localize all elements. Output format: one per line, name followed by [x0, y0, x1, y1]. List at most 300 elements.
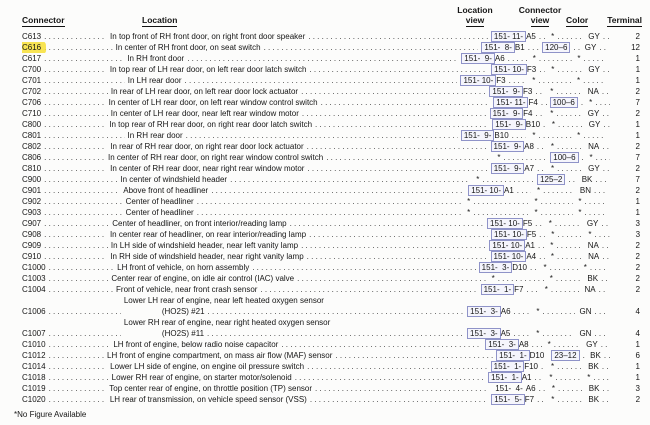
- table-row: [22, 196, 642, 207]
- table-row: [22, 218, 642, 229]
- terminal-cell: [607, 53, 642, 64]
- terminal-count: 2: [635, 109, 640, 118]
- connector-id: C1000: [22, 263, 46, 272]
- no-figure-asterisk: *: [544, 285, 548, 294]
- location-view-cell: [467, 306, 533, 317]
- connector-view-cell: [548, 141, 586, 152]
- connector-cell: [22, 240, 111, 251]
- terminal-cell: [607, 130, 642, 141]
- terminal-cell: [614, 350, 642, 361]
- dot-leader: [557, 163, 583, 174]
- grid-reference: F10: [524, 362, 538, 371]
- no-figure-asterisk: *: [467, 208, 471, 217]
- location-text: In center of LH rear door, near left rear window motor: [110, 109, 299, 118]
- connector-view-link[interactable]: 100–6: [550, 152, 578, 163]
- connector-id: C1006: [22, 307, 46, 316]
- dot-leader: [321, 97, 491, 108]
- terminal-cell: [612, 218, 642, 229]
- table-row: [22, 284, 642, 295]
- connector-id: C1014: [22, 362, 46, 371]
- dot-leader: [44, 97, 106, 108]
- location-view-link[interactable]: 151- 10-: [489, 240, 525, 251]
- terminal-cell: [611, 42, 642, 53]
- terminal-cell: [612, 273, 642, 284]
- terminal-count: 2: [635, 285, 641, 294]
- dot-leader: [335, 350, 493, 361]
- terminal-count: 3: [635, 230, 641, 239]
- dot-leader: [197, 207, 461, 218]
- location-view-link[interactable]: 151- 10-: [460, 75, 496, 86]
- dot-leader: [527, 284, 539, 295]
- dot-leader: [302, 108, 487, 119]
- terminal-cell: [611, 284, 642, 295]
- dot-leader: [508, 53, 527, 64]
- dot-leader: [583, 53, 603, 64]
- dot-leader: [44, 163, 107, 174]
- header-connector-view: [514, 6, 566, 27]
- connector-cell: [22, 262, 117, 273]
- dot-leader: [554, 339, 581, 350]
- no-figure-asterisk: *: [550, 362, 555, 371]
- location-text: In RH rear door: [127, 131, 183, 140]
- terminal-cell: [610, 262, 642, 273]
- grid-reference: A4: [526, 252, 537, 261]
- table-row: [22, 64, 642, 75]
- connector-cell: [22, 306, 124, 317]
- wire-color-code: NA: [584, 285, 596, 294]
- dot-leader: [583, 130, 604, 141]
- dot-leader: [44, 174, 117, 185]
- location-view-cell: [488, 372, 546, 383]
- terminal-count: 1: [635, 65, 641, 74]
- no-figure-asterisk: *: [550, 164, 555, 173]
- dot-leader: [555, 218, 582, 229]
- wire-color-code: GY: [588, 32, 600, 41]
- location-view-link[interactable]: 151- 3-: [467, 328, 501, 339]
- grid-reference: A1: [503, 186, 514, 195]
- location-view-link[interactable]: 151- 9-: [489, 86, 523, 97]
- terminal-count: 2: [635, 263, 641, 272]
- connector-view-cell: [551, 350, 588, 361]
- table-row: [22, 53, 642, 64]
- wire-color-code: GY: [586, 340, 598, 349]
- color-cell: [580, 174, 610, 185]
- dot-leader: [543, 119, 546, 130]
- dot-leader: [557, 31, 583, 42]
- location-cell: [110, 229, 491, 240]
- location-view-link[interactable]: 151- 8-: [481, 42, 515, 53]
- connector-view-cell: [530, 53, 576, 64]
- location-cell: [110, 361, 490, 372]
- wire-color-code: BK: [590, 351, 601, 360]
- no-figure-asterisk: *: [549, 274, 553, 283]
- no-figure-asterisk: *: [551, 120, 556, 129]
- terminal-cell: [608, 185, 642, 196]
- dot-leader: [315, 383, 489, 394]
- location-view-cell: [491, 361, 548, 372]
- terminal-cell: [612, 240, 642, 251]
- table-row: [22, 262, 642, 273]
- dot-leader: [49, 383, 107, 394]
- grid-reference: B10: [525, 120, 541, 129]
- footnote: *No Figure Available: [14, 410, 87, 419]
- connector-cell: [22, 229, 110, 240]
- no-figure-asterisk: *: [532, 54, 536, 63]
- wire-color-code: BN: [579, 186, 591, 195]
- table-row: [22, 394, 642, 405]
- connector-cell: [22, 163, 110, 174]
- dot-leader: [44, 31, 107, 42]
- location-view-link[interactable]: 151- 1-: [481, 284, 515, 295]
- location-view-cell: [489, 240, 547, 251]
- dot-leader: [301, 86, 486, 97]
- terminal-count: 1: [635, 373, 640, 382]
- grid-reference: F7: [524, 395, 535, 404]
- terminal-cell: [612, 372, 642, 383]
- connector-id: C1019: [22, 384, 46, 393]
- location-view-cell: [460, 75, 529, 86]
- connector-view-link[interactable]: 120–6: [542, 42, 570, 53]
- connector-id: C802: [22, 142, 42, 151]
- location-view-link[interactable]: 151- 11-: [491, 31, 526, 42]
- terminal-cell: [613, 152, 642, 163]
- no-figure-asterisk: *: [543, 263, 547, 272]
- location-view-link[interactable]: 151- 9-: [461, 53, 495, 64]
- location-view-link[interactable]: 151- 10-: [487, 218, 523, 229]
- wire-color-code: GN: [579, 329, 592, 338]
- connector-id: C1004: [22, 285, 46, 294]
- dot-leader: [301, 240, 486, 251]
- connector-id: C1018: [22, 373, 46, 382]
- dot-leader: [602, 361, 610, 372]
- location-text: In RH side of windshield header, near right vanity lamp: [110, 252, 304, 261]
- dot-leader: [230, 174, 470, 185]
- terminal-cell: [613, 163, 642, 174]
- grid-reference: A6: [500, 307, 511, 316]
- wire-color-code: BK: [581, 175, 593, 184]
- location-cell: [117, 262, 479, 273]
- connector-view-cell: [537, 174, 580, 185]
- connector-view-cell: [548, 394, 586, 405]
- location-view-link[interactable]: 151- 3-: [485, 339, 519, 350]
- location-text: In center of RH rear door, near right rear window motor: [110, 164, 305, 173]
- location-view-cell: [464, 207, 531, 218]
- dot-leader: [49, 350, 104, 361]
- wire-color-code: *: [578, 208, 582, 217]
- location-text: Center of headliner: [125, 208, 194, 217]
- connector-id: C910: [22, 252, 42, 261]
- dot-leader: [602, 240, 610, 251]
- terminal-cell: [613, 141, 642, 152]
- table-row: [22, 130, 642, 141]
- location-view-link[interactable]: 151- 9-: [491, 163, 525, 174]
- color-cell: [587, 119, 613, 130]
- location-cell: [112, 218, 487, 229]
- color-cell: [586, 86, 613, 97]
- dot-leader: [602, 86, 610, 97]
- dot-leader: [551, 284, 580, 295]
- dot-leader: [49, 262, 115, 273]
- terminal-count: 7: [635, 98, 640, 107]
- terminal-count: 2: [635, 142, 640, 151]
- color-cell: [588, 152, 614, 163]
- wire-color-code: BK: [587, 274, 599, 283]
- no-figure-asterisk: *: [550, 87, 554, 96]
- terminal-cell: [613, 119, 642, 130]
- location-cell: [123, 185, 468, 196]
- no-figure-asterisk: *: [549, 373, 553, 382]
- location-cell: [128, 130, 461, 141]
- dot-leader: [539, 383, 546, 394]
- dot-leader: [49, 306, 121, 317]
- dot-leader: [594, 229, 609, 240]
- location-text: In rear of LH rear door, on left rear door lock actuator: [110, 87, 299, 96]
- connector-id: C800: [22, 120, 42, 129]
- terminal-cell: [613, 394, 642, 405]
- wire-color-code: GY: [588, 65, 600, 74]
- connector-cell: [22, 130, 128, 141]
- location-view-link[interactable]: 151- 9-: [461, 130, 495, 141]
- dot-leader: [514, 306, 531, 317]
- dot-leader: [473, 196, 528, 207]
- connector-id: C902: [22, 197, 42, 206]
- dot-leader: [49, 361, 108, 372]
- connector-cell: [22, 53, 127, 64]
- location-text: LH front of engine, below radio noise capacitor: [113, 340, 279, 349]
- connector-cell: [22, 185, 123, 196]
- dot-leader: [602, 251, 609, 262]
- connector-view-cell: [542, 284, 583, 295]
- terminal-cell: [607, 75, 642, 86]
- location-view-link[interactable]: 151- 1-: [491, 361, 525, 372]
- no-figure-asterisk: *: [550, 252, 555, 261]
- location-view-link[interactable]: 151- 1-: [496, 350, 530, 361]
- terminal-count: 7: [635, 153, 640, 162]
- color-cell: [584, 339, 611, 350]
- connector-view-cell: [548, 229, 586, 240]
- connector-cell: [22, 108, 111, 119]
- connector-view-link[interactable]: 100–6: [550, 97, 578, 108]
- no-figure-asterisk: *: [547, 340, 551, 349]
- table-row: [22, 86, 642, 97]
- wire-color-code: *: [587, 373, 591, 382]
- location-view-link[interactable]: 151- 9-: [491, 141, 525, 152]
- location-view-cell: [492, 119, 549, 130]
- terminal-cell: [609, 174, 642, 185]
- dot-leader: [295, 372, 485, 383]
- terminal-count: 2: [635, 395, 641, 404]
- dot-leader: [44, 152, 105, 163]
- terminal-count: 2: [635, 241, 640, 250]
- connector-id: C1003: [22, 274, 46, 283]
- location-cell: [110, 141, 490, 152]
- dot-leader: [264, 42, 479, 53]
- terminal-cell: [613, 229, 642, 240]
- location-cell: [110, 31, 491, 42]
- location-text: In rear of RH rear door, on right rear door lock actuator: [110, 142, 304, 151]
- dot-leader: [535, 218, 543, 229]
- no-figure-asterisk: *: [551, 65, 555, 74]
- dot-leader: [541, 196, 574, 207]
- location-text: LH front of vehicle, on horn assembly: [117, 263, 250, 272]
- dot-leader: [556, 108, 582, 119]
- dot-leader: [308, 31, 488, 42]
- connector-cell: [22, 86, 111, 97]
- location-view-link[interactable]: 151- 9-: [492, 119, 526, 130]
- connector-id: C908: [22, 230, 42, 239]
- connector-view-link[interactable]: 125–2: [537, 174, 565, 185]
- connector-id: C909: [22, 241, 42, 250]
- terminal-count: 3: [635, 219, 640, 228]
- location-text: In top front of RH front door, on right front door speaker: [110, 32, 306, 41]
- dot-leader: [517, 185, 531, 196]
- dot-leader: [44, 119, 106, 130]
- no-figure-asterisk: *: [534, 208, 538, 217]
- dot-leader: [538, 240, 544, 251]
- connector-view-link[interactable]: 23–12: [551, 350, 579, 361]
- location-view-link[interactable]: 151- 3-: [467, 306, 501, 317]
- no-figure-asterisk: *: [536, 307, 540, 316]
- location-text: Lower RH rear of engine, near right heated oxygen sensor: [123, 318, 331, 327]
- location-view-link[interactable]: 151- 10-: [491, 64, 527, 75]
- wire-color-code: GY: [588, 164, 600, 173]
- header-location-label: Location: [142, 16, 177, 28]
- terminal-cell: [613, 251, 642, 262]
- grid-reference: A1: [525, 241, 535, 250]
- location-view-link[interactable]: 151- 3-: [479, 262, 513, 273]
- header-location-view-line2: view: [466, 16, 484, 28]
- terminal-count: 1: [635, 76, 640, 85]
- dot-leader: [601, 339, 609, 350]
- dot-leader: [44, 196, 123, 207]
- color-cell: [586, 361, 612, 372]
- wire-color-code: *: [589, 153, 593, 162]
- location-cell: [111, 240, 490, 251]
- color-cell: [577, 328, 608, 339]
- dot-leader: [44, 64, 107, 75]
- table-row: [22, 119, 642, 130]
- dot-leader: [44, 240, 108, 251]
- no-figure-asterisk: *: [491, 274, 495, 283]
- wire-color-code: BK: [588, 362, 599, 371]
- connector-view-cell: [549, 119, 587, 130]
- dot-leader: [590, 262, 607, 273]
- dot-leader: [307, 163, 487, 174]
- wire-color-code: GY: [584, 43, 597, 52]
- location-view-cell: [467, 328, 533, 339]
- connector-view-cell: [547, 108, 585, 119]
- location-cell: [111, 86, 490, 97]
- dot-leader: [49, 273, 109, 284]
- connector-cell: [22, 152, 108, 163]
- dot-leader: [44, 130, 124, 141]
- dot-leader: [207, 328, 464, 339]
- location-view-link[interactable]: 151- 5-: [491, 394, 525, 405]
- location-text: In center rear of headliner, on rear interior/reading lamp: [109, 230, 307, 239]
- dot-leader: [509, 75, 527, 86]
- location-view-cell: [485, 339, 544, 350]
- terminal-count: 1: [635, 197, 640, 206]
- location-view-cell: [479, 262, 541, 273]
- dot-leader: [602, 383, 610, 394]
- location-view-link[interactable]: 151- 1-: [488, 372, 522, 383]
- dot-leader: [309, 64, 488, 75]
- connector-view-cell: [545, 339, 585, 350]
- dot-leader: [482, 174, 534, 185]
- connector-cell: [22, 251, 110, 262]
- color-cell: [586, 229, 612, 240]
- location-view-cell: [490, 108, 548, 119]
- color-cell: [582, 262, 611, 273]
- location-view-link[interactable]: 151- 10-: [491, 251, 527, 262]
- location-cell: [107, 350, 496, 361]
- wire-color-code: *: [577, 76, 581, 85]
- grid-reference: F7: [514, 285, 524, 294]
- color-cell: [586, 64, 612, 75]
- dot-leader: [44, 86, 108, 97]
- dot-leader: [530, 262, 538, 273]
- dot-leader: [539, 130, 573, 141]
- dot-leader: [528, 42, 539, 53]
- location-text-continued: (HO2S) #11: [161, 329, 205, 338]
- connector-id: C706: [22, 98, 42, 107]
- dot-leader: [557, 229, 583, 240]
- no-figure-asterisk: *: [532, 76, 536, 85]
- grid-reference: A7: [524, 164, 535, 173]
- connector-cell: [22, 383, 109, 394]
- color-cell: [575, 53, 607, 64]
- dot-leader: [309, 229, 488, 240]
- wire-color-code: *: [589, 98, 593, 107]
- connector-view-cell: [533, 328, 577, 339]
- table-row: [22, 240, 642, 251]
- no-figure-asterisk: *: [534, 197, 538, 206]
- location-text: In top rear of RH rear door, on right rear door latch switch: [109, 120, 313, 129]
- location-view-link[interactable]: 151- 10-: [491, 229, 527, 240]
- table-row: [22, 383, 642, 394]
- location-cell: [112, 372, 488, 383]
- dot-leader: [557, 64, 583, 75]
- dot-leader: [185, 75, 458, 86]
- connector-view-cell: [550, 97, 588, 108]
- location-view-link[interactable]: 151- 9-: [490, 108, 524, 119]
- dot-leader: [584, 196, 604, 207]
- no-figure-asterisk: *: [536, 329, 540, 338]
- dot-leader: [535, 86, 544, 97]
- location-cell: [109, 97, 494, 108]
- location-view-cell: [492, 383, 549, 394]
- color-cell: [582, 284, 610, 295]
- wire-color-code: NA: [587, 87, 599, 96]
- dot-leader: [593, 372, 609, 383]
- location-view-cell: [491, 31, 548, 42]
- location-cell: [126, 207, 464, 218]
- table-row: [22, 185, 642, 196]
- grid-reference: F4: [523, 109, 533, 118]
- color-cell: [578, 185, 608, 196]
- table-row: [22, 207, 642, 218]
- dot-leader: [49, 372, 109, 383]
- table-row: [22, 152, 642, 163]
- dot-leader: [473, 207, 528, 218]
- location-view-link[interactable]: 151- 11-: [493, 97, 528, 108]
- dot-leader: [603, 163, 610, 174]
- location-view-link[interactable]: 151- 10-: [468, 185, 504, 196]
- wire-color-code: *: [577, 131, 581, 140]
- dot-leader: [44, 42, 112, 53]
- location-cell: [110, 394, 491, 405]
- dot-leader: [260, 284, 477, 295]
